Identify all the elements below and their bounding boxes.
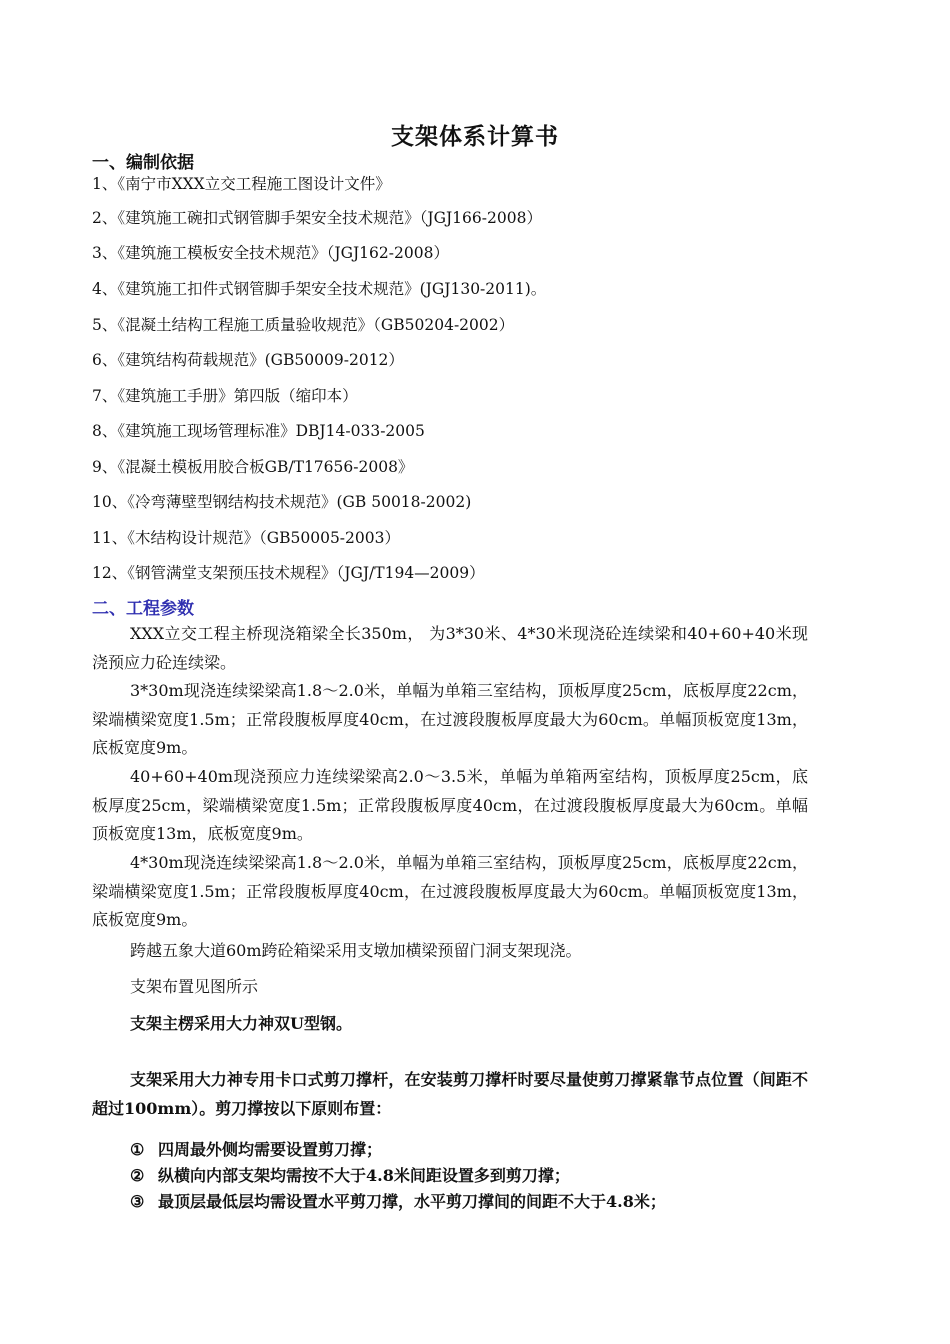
parameter-paragraph: 4*30m现浇连续梁梁高1.8～2.0米，单幅为单箱三室结构，顶板厚度25cm，底板厚度22cm，梁端横梁宽度1.5m；正常段腹板厚度40cm，在过渡段腹板厚度最大为60cm。单幅顶板宽度13m，底板宽度9m。 <box>92 853 808 930</box>
reference-item: 11、《木结构设计规范》（GB50005-2003） <box>92 529 400 547</box>
parameter-paragraph: XXX立交工程主桥现浇箱梁全长350m， 为3*30米、4*30米现浇砼连续梁和40+60+40米现浇预应力砼连续梁。 <box>92 624 808 672</box>
reference-item: 12、《钢管满堂支架预压技术规程》（JGJ/T194—2009） <box>92 564 485 582</box>
list-marker: ② <box>130 1166 145 1185</box>
bracing-rule-item <box>130 1137 382 1160</box>
reference-item: 7、《建筑施工手册》第四版（缩印本） <box>92 387 358 405</box>
reference-item: 3、《建筑施工模板安全技术规范》（JGJ162-2008） <box>92 244 449 262</box>
bold-paragraph-main-beam: 支架主楞采用大力神双U型钢。 <box>130 1014 352 1033</box>
parameter-paragraph: 跨越五象大道60m跨砼箱梁采用支墩加横梁预留门洞支架现浇。 <box>130 941 582 960</box>
section-heading-basis: 一、编制依据 <box>92 153 194 173</box>
reference-item: 2、《建筑施工碗扣式钢管脚手架安全技术规范》（JGJ166-2008） <box>92 209 542 227</box>
bracing-rule-item <box>130 1189 666 1212</box>
list-text: 最顶层最低层均需设置水平剪刀撑，水平剪刀撑间的间距不大于4.8米； <box>158 1192 666 1211</box>
bracing-rule-item <box>130 1163 570 1186</box>
reference-item: 5、《混凝土结构工程施工质量验收规范》（GB50204-2002） <box>92 316 515 334</box>
list-marker: ① <box>130 1140 145 1159</box>
reference-item: 6、《建筑结构荷载规范》(GB50009-2012） <box>92 351 404 369</box>
section-heading-parameters: 二、工程参数 <box>92 599 194 619</box>
parameter-paragraph: 支架布置见图所示 <box>130 977 259 996</box>
bold-paragraph-bracing: 支架采用大力神专用卡口式剪刀撑杆，在安装剪刀撑杆时要尽量使剪刀撑紧靠节点位置（间距不超过100mm）。剪刀撑按以下原则布置： <box>92 1070 808 1118</box>
reference-item: 4、《建筑施工扣件式钢管脚手架安全技术规范》(JGJ130-2011)。 <box>92 280 547 298</box>
reference-item: 9、《混凝土模板用胶合板GB/T17656-2008》 <box>92 458 414 476</box>
reference-item: 8、《建筑施工现场管理标准》DBJ14-033-2005 <box>92 422 425 440</box>
list-text: 纵横向内部支架均需按不大于4.8米间距设置多到剪刀撑； <box>158 1166 570 1185</box>
list-marker: ③ <box>130 1192 145 1211</box>
parameter-paragraph: 3*30m现浇连续梁梁高1.8～2.0米，单幅为单箱三室结构，顶板厚度25cm，底板厚度22cm，梁端横梁宽度1.5m；正常段腹板厚度40cm，在过渡段腹板厚度最大为60cm。单幅顶板宽度13m，底板宽度9m。 <box>92 681 808 758</box>
reference-item: 10、《冷弯薄壁型钢结构技术规范》(GB 50018-2002) <box>92 493 472 511</box>
document-title: 支架体系计算书 <box>391 124 559 150</box>
parameter-paragraph: 40+60+40m现浇预应力连续梁梁高2.0～3.5米，单幅为单箱两室结构，顶板厚度25cm，底板厚度25cm，梁端横梁宽度1.5m；正常段腹板厚度40cm，在过渡段腹板厚度最大为60cm。单幅顶板宽度13m，底板宽度9m。 <box>92 767 808 844</box>
reference-item: 1、《南宁市XXX立交工程施工图设计文件》 <box>92 175 391 193</box>
list-text: 四周最外侧均需要设置剪刀撑； <box>158 1140 383 1159</box>
